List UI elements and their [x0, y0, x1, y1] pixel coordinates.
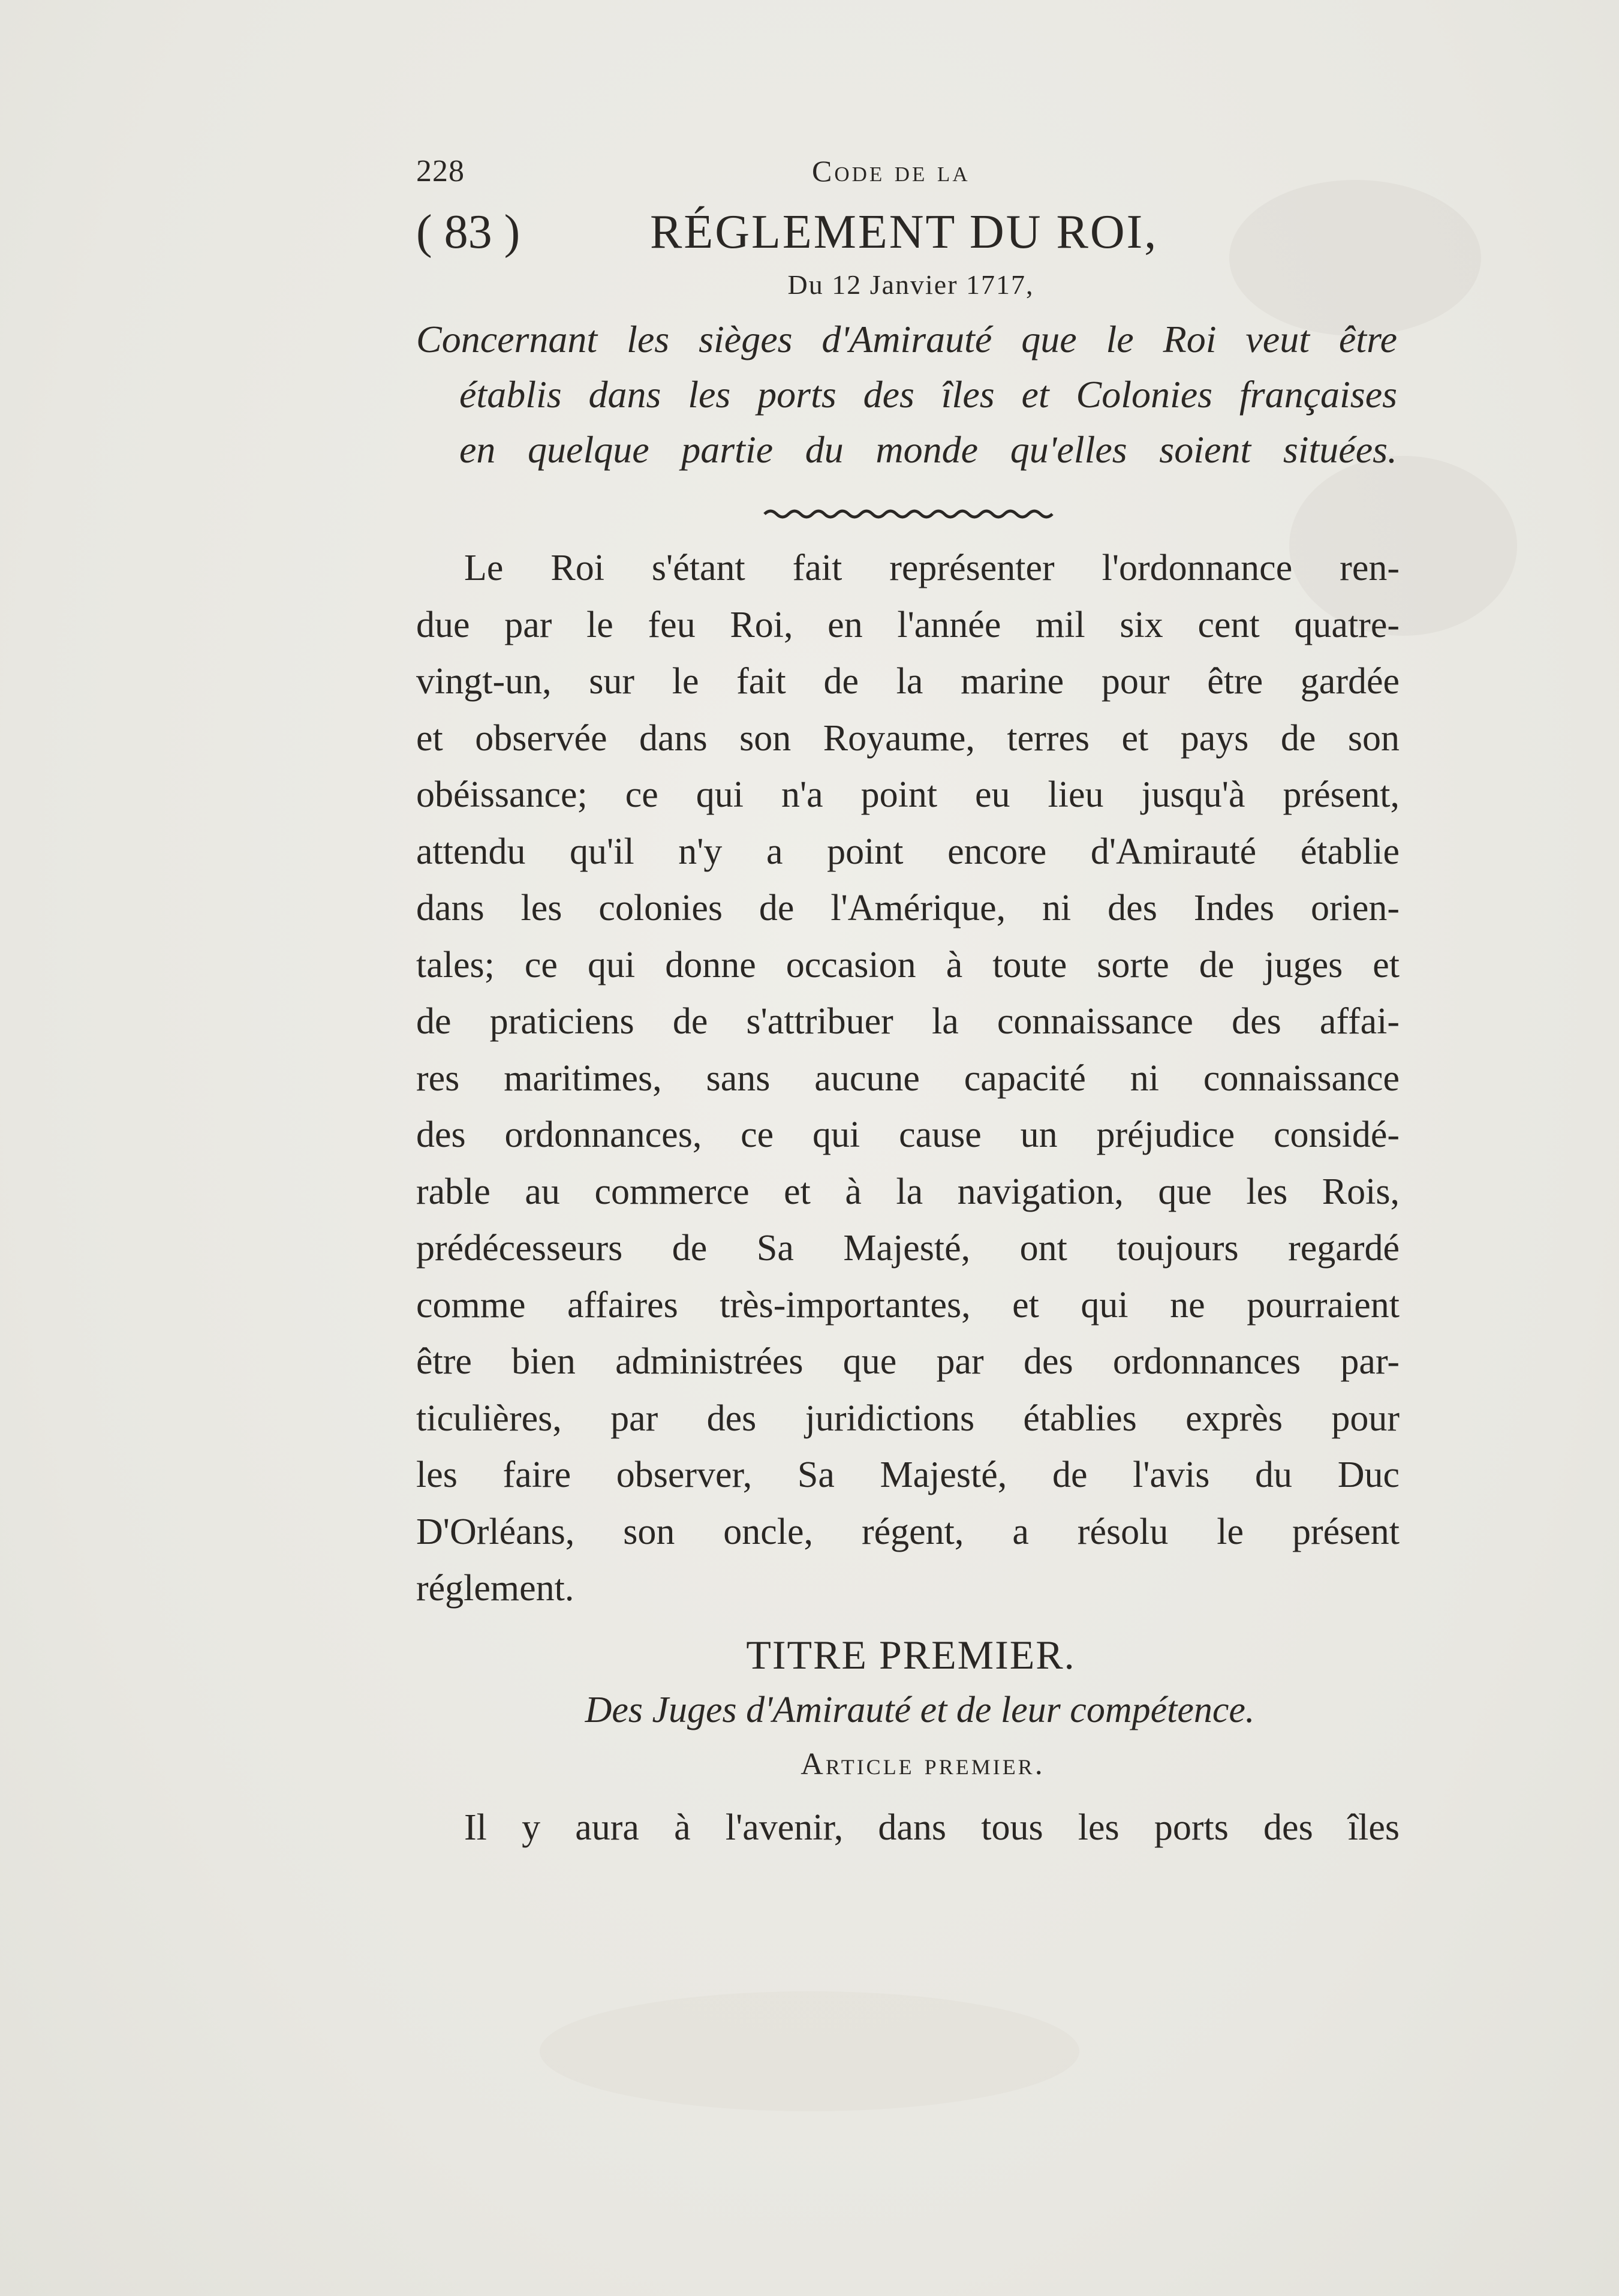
text-line: tales; ce qui donne occasion à toute sorte de juges et [416, 944, 1400, 985]
preamble-text [416, 540, 1400, 1617]
document-subject [416, 312, 1397, 477]
text-line: vingt-un, sur le fait de la marine pour être gardée [416, 661, 1400, 702]
subject-line: en quelque partie du monde qu'elles soient situées. [459, 428, 1397, 471]
text-line: attendu qu'il n'y a point encore d'Amirauté établie [416, 831, 1400, 872]
text-line: due par le feu Roi, en l'année mil six cent quatre- [416, 604, 1400, 645]
text-line: Il y aura à l'avenir, dans tous les ports des îles [464, 1807, 1400, 1848]
document-title: RÉGLEMENT DU ROI, [650, 206, 1158, 259]
page-number: 228 [416, 154, 465, 188]
section-title: TITRE PREMIER. [746, 1632, 1076, 1678]
article-text [416, 1799, 1400, 1856]
text-line: dans les colonies de l'Amérique, ni des Indes orien- [416, 888, 1400, 928]
text-line: et observée dans son Royaume, terres et pays de son [416, 717, 1400, 759]
text-line: prédécesseurs de Sa Majesté, ont toujours regardé [416, 1228, 1400, 1269]
text-line: obéissance; ce qui n'a point eu lieu jusqu'à présent, [416, 774, 1400, 815]
text-line: des ordonnances, ce qui cause un préjudice considé- [416, 1114, 1400, 1155]
text-line: ticulières, par des juridictions établies exprès pour [416, 1398, 1400, 1439]
paper-stain [540, 1991, 1079, 2111]
ornamental-rule [762, 505, 1061, 523]
subject-line: établis dans les ports des îles et Colonies françaises [459, 373, 1397, 416]
text-line: être bien administrées que par des ordonnances par- [416, 1341, 1400, 1382]
subject-line: Concernant les sièges d'Amirauté que le Roi veut être [416, 318, 1397, 360]
article-heading: Article premier. [801, 1747, 1045, 1781]
text-line: réglement. [416, 1568, 574, 1609]
document-number: ( 83 ) [416, 206, 520, 259]
document-date: Du 12 Janvier 1717, [787, 269, 1034, 300]
text-line: les faire observer, Sa Majesté, de l'avis du Duc [416, 1454, 1400, 1495]
text-line: res maritimes, sans aucune capacité ni connaissance [416, 1057, 1400, 1099]
text-line: Le Roi s'étant fait représenter l'ordonnance ren- [464, 548, 1400, 588]
running-head: Code de la [812, 154, 970, 188]
text-line: D'Orléans, son oncle, régent, a résolu le présent [416, 1511, 1400, 1552]
document-title-line [416, 205, 1406, 265]
page-header [416, 151, 1406, 193]
text-line: rable au commerce et à la navigation, que les Rois, [416, 1171, 1400, 1212]
text-line: comme affaires très-importantes, et qui ne pourraient [416, 1284, 1400, 1326]
text-line: de praticiens de s'attribuer la connaissance des affai- [416, 1001, 1400, 1042]
section-subtitle: Des Juges d'Amirauté et de leur compétence. [585, 1690, 1255, 1730]
